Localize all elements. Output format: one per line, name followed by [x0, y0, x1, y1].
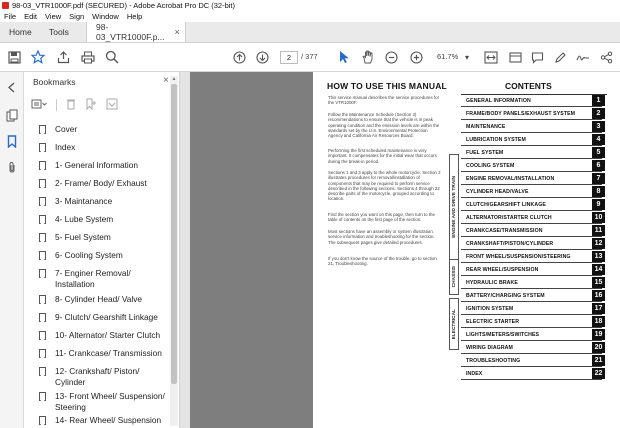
bookmark-icon [39, 179, 46, 188]
bookmark-icon [39, 416, 46, 425]
zoom-dropdown-icon[interactable]: ▾ [464, 52, 469, 62]
bookmark-icon [39, 215, 46, 224]
bookmarks-panel [25, 72, 180, 428]
toc-row[interactable]: LUBRICATION SYSTEM 4 [461, 134, 602, 146]
toc-row[interactable]: CRANKSHAFT/PISTON/CYLINDER 12 [461, 238, 602, 250]
bookmark-icon [39, 367, 46, 376]
navigation-rail [0, 72, 24, 428]
toc-row[interactable]: BATTERY/CHARGING SYSTEM 16 [461, 290, 602, 302]
bookmark-label: 5- Fuel System [55, 232, 111, 242]
toc-row[interactable]: CRANKCASE/TRANSMISSION 11 [461, 225, 602, 237]
bookmark-label: 2- Frame/ Body/ Exhaust [55, 178, 147, 188]
bookmark-item[interactable] [39, 232, 169, 243]
bookmark-item[interactable] [39, 196, 169, 207]
close-panel-icon[interactable]: × [163, 75, 169, 86]
howto-paragraph: Find the section you want on this page, then turn to the table of contents on the first page of the section. [328, 212, 435, 223]
toc-row[interactable]: CYLINDER HEAD/VALVE 8 [461, 186, 602, 198]
toc-row[interactable]: ELECTRIC STARTER 18 [461, 316, 602, 328]
zoom-out-icon[interactable] [384, 49, 398, 65]
tab-document-label: 98-03_VTR1000F.p... [96, 22, 165, 42]
toc-row[interactable]: FRAME/BODY PANELS/EXHAUST SYSTEM 2 [461, 108, 602, 120]
tab-document[interactable] [86, 22, 186, 42]
howto-title: HOW TO USE THIS MANUAL [327, 81, 447, 91]
previous-page-icon[interactable] [232, 49, 246, 65]
bookmark-item[interactable] [39, 214, 169, 225]
menu-bar [0, 11, 620, 22]
bookmark-item[interactable] [39, 312, 169, 323]
bookmarks-header: Bookmarks [33, 77, 76, 87]
toc-row[interactable]: CLUTCH/GEARSHIFT LINKAGE 9 [461, 199, 602, 211]
scrollbar-thumb[interactable] [171, 84, 177, 384]
bookmark-icon [39, 125, 46, 134]
delete-bookmark-icon[interactable] [66, 98, 76, 113]
howto-paragraph: This service manual describes the service procedures for the VTR1000F. [328, 95, 440, 106]
highlight-pen-icon[interactable] [553, 49, 567, 65]
scroll-up-icon[interactable]: ▲ [171, 76, 177, 82]
toc-row[interactable]: LIGHTS/METERS/SWITCHES 19 [461, 329, 602, 341]
fit-page-icon[interactable] [483, 49, 499, 65]
window-title: 98-03_VTR1000F.pdf (SECURED) - Adobe Acrobat Pro DC (32-bit) [12, 1, 236, 10]
new-bookmark-icon[interactable] [85, 98, 97, 113]
bookmark-icon [39, 392, 46, 401]
bookmark-label: 3- Maintanance [55, 196, 113, 206]
page-total: / 377 [301, 52, 318, 61]
bookmark-label: 11- Crankcase/ Transmission [55, 348, 162, 358]
bookmark-item[interactable] [39, 250, 169, 261]
bookmark-icon [39, 197, 46, 206]
bookmark-label: 13- Front Wheel/ Suspension/ Steering [55, 391, 165, 412]
share-icon[interactable] [599, 49, 613, 65]
comment-icon[interactable] [530, 49, 544, 65]
search-icon[interactable] [104, 49, 120, 65]
bookmark-icon [39, 331, 46, 340]
expand-bookmark-icon[interactable] [106, 98, 118, 113]
bookmark-label: 14- Rear Wheel/ Suspension [55, 415, 162, 425]
menu-sign[interactable]: Sign [69, 12, 85, 21]
howto-paragraph: If you don't know the source of the trouble, go to section 21, Troubleshooting. [328, 256, 437, 267]
bookmark-label: Cover [55, 124, 78, 134]
pdf-page [313, 72, 620, 428]
tab-home[interactable]: Home [9, 27, 32, 37]
toc-row[interactable]: INDEX 22 [461, 368, 602, 380]
upload-icon[interactable] [55, 49, 71, 65]
bookmark-label: 8- Cylinder Head/ Valve [55, 294, 143, 304]
bookmark-item[interactable] [39, 268, 169, 290]
page-thumbnails-icon[interactable] [5, 108, 19, 122]
bookmark-icon [39, 349, 46, 358]
bookmark-item[interactable] [39, 415, 169, 426]
bookmark-label: 1- General Information [55, 160, 139, 170]
bookmark-item[interactable] [39, 178, 169, 189]
bookmark-item[interactable] [39, 124, 169, 135]
bookmark-label: 10- Alternator/ Starter Clutch [55, 330, 161, 340]
howto-paragraph: Sections 1 and 3 apply to the whole motorcycle. Section 2 illustrates procedures for removal/installation of components that may be required to perform service described in the following sections. Sections 4 through 22 describe parts of the motorcycle, grouped according to location. [328, 170, 441, 202]
menu-view[interactable]: View [45, 12, 62, 21]
bookmark-label: 12- Crankshaft/ Piston/ Cylinder [55, 366, 140, 387]
bookmark-icon [39, 313, 46, 322]
section-engine-tab: ENGINE AND DRIVE TRAIN [449, 154, 459, 260]
howto-paragraph: Most sections have an assembly or system illustration, service information and troubleshooting for the section. The subsequent pages give detailed procedures. [328, 229, 435, 245]
toc-row[interactable]: MAINTENANCE 3 [461, 121, 602, 133]
bookmark-icon [39, 161, 46, 170]
howto-paragraph: Performing the first scheduled maintenance is very important. It compensates for the initial wear that occurs during the break-in period. [328, 148, 437, 164]
panel-splitter[interactable] [180, 72, 190, 428]
bookmark-label: 7- Enginer Removal/ Installation [55, 268, 131, 289]
howto-paragraph: Follow the Maintenance Schedule (Section 3) recommendations to ensure that the vehicle is in peak operating condition and the emission levels are within the standards set by the U.S. Environmental Protection Agency and California Air Resources Board. [328, 112, 440, 139]
menu-file[interactable]: File [4, 12, 17, 21]
next-page-icon[interactable] [255, 49, 269, 65]
menu-help[interactable]: Help [126, 12, 143, 21]
menu-window[interactable]: Window [92, 12, 119, 21]
bookmark-label: 4- Lube System [55, 214, 114, 224]
bookmark-icon [39, 143, 46, 152]
bookmark-icon [39, 233, 46, 242]
bookmark-icon [39, 269, 46, 278]
save-icon[interactable] [6, 49, 22, 65]
toc-row[interactable]: IGNITION SYSTEM 17 [461, 303, 602, 315]
section-chassis-tab: CHASSIS [449, 259, 459, 295]
bookmark-item[interactable] [39, 294, 169, 305]
toc-row[interactable]: GENERAL INFORMATION 1 [461, 95, 602, 107]
read-mode-icon[interactable] [508, 49, 522, 65]
acrobat-icon [2, 2, 9, 9]
collapse-panel-icon[interactable] [5, 80, 19, 94]
toc-row[interactable]: ENGINE REMOVAL/INSTALLATION 7 [461, 173, 602, 185]
title-bar [0, 0, 620, 11]
toc-row[interactable]: ALTERNATOR/STARTER CLUTCH 10 [461, 212, 602, 224]
hand-tool-icon[interactable] [360, 49, 376, 65]
bookmark-item[interactable] [39, 348, 169, 359]
contents-title: CONTENTS [505, 81, 552, 91]
bookmark-label: 6- Cooling System [55, 250, 123, 260]
zoom-level[interactable]: 61.7% [437, 52, 459, 61]
toc-row[interactable]: HYDRAULIC BRAKE 15 [461, 277, 602, 289]
bookmarks-panel-icon[interactable] [5, 134, 19, 148]
bookmark-icon [39, 251, 46, 260]
close-tab-icon[interactable]: × [174, 27, 180, 37]
options-menu-icon[interactable] [31, 99, 47, 112]
tab-bar [0, 22, 620, 43]
bookmark-icon [39, 295, 46, 304]
toc-row[interactable]: REAR WHEEL/SUSPENSION 14 [461, 264, 602, 276]
print-icon[interactable] [80, 49, 96, 65]
menu-edit[interactable]: Edit [24, 12, 38, 21]
page-number-input[interactable]: 2 [280, 51, 298, 64]
bookmarks-scrollbar[interactable] [170, 76, 178, 426]
attachments-icon[interactable] [5, 160, 19, 174]
bookmarks-toolbar [31, 96, 176, 114]
star-icon[interactable] [30, 49, 46, 65]
toc-row[interactable]: FUEL SYSTEM 5 [461, 147, 602, 159]
separator [56, 99, 57, 111]
toc-row[interactable]: WIRING DIAGRAM 20 [461, 342, 602, 354]
bookmark-item[interactable] [39, 330, 169, 341]
bookmark-item[interactable] [39, 391, 169, 413]
toc-row[interactable]: FRONT WHEEL/SUSPENSION/STEERING 13 [461, 251, 602, 263]
toc-row[interactable]: TROUBLESHOOTING 21 [461, 355, 602, 367]
sign-icon[interactable] [576, 49, 590, 65]
bookmark-item[interactable] [39, 160, 169, 171]
tab-tools[interactable]: Tools [49, 27, 69, 37]
bookmark-item[interactable] [39, 366, 169, 388]
bookmark-label: 9- Clutch/ Gearshift Linkage [55, 312, 158, 322]
toc-row[interactable]: COOLING SYSTEM 6 [461, 160, 602, 172]
zoom-in-icon[interactable] [409, 49, 423, 65]
bookmark-label: Index [55, 142, 76, 152]
section-electrical-tab: ELECTRICAL [449, 298, 459, 350]
toolbar [0, 43, 620, 72]
select-cursor-icon[interactable] [337, 49, 351, 65]
bookmark-item[interactable] [39, 142, 169, 153]
